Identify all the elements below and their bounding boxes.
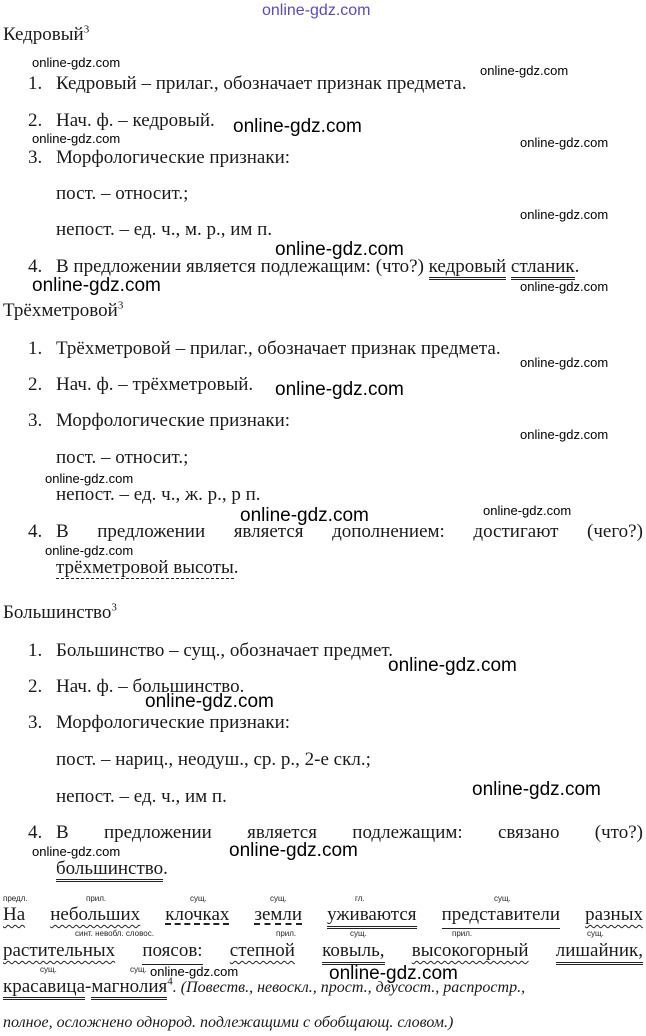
pos-label: прил. xyxy=(276,929,297,938)
constant-features: пост. – относит.; xyxy=(56,447,189,468)
watermark: online-gdz.com xyxy=(45,471,134,486)
syntactic-role: В предложении является подлежащим: связано (что?) xyxy=(56,822,643,843)
watermark: online-gdz.com xyxy=(480,63,569,78)
list-number: 1. xyxy=(28,73,43,94)
list-item: Кедровый – прилаг., обозначает признак предмета. xyxy=(56,73,467,94)
section-heading-1: Кедровый$^3$ xyxy=(3,23,90,45)
watermark: online-gdz.com xyxy=(32,844,121,859)
list-number: 3. xyxy=(28,147,43,168)
list-item: Большинство – сущ., обозначает предмет. xyxy=(56,640,393,661)
watermark: online-gdz.com xyxy=(483,503,572,518)
watermark-top: online-gdz.com xyxy=(262,2,371,19)
watermark: online-gdz.com xyxy=(329,963,458,984)
watermark: online-gdz.com xyxy=(472,779,601,800)
pos-label: сущ. xyxy=(350,929,367,938)
watermark: online-gdz.com xyxy=(32,55,121,70)
watermark: online-gdz.com xyxy=(520,135,609,150)
watermark: online-gdz.com xyxy=(32,275,161,296)
pos-label: сущ. xyxy=(270,894,287,903)
sentence-line-1: На небольших клочках земли уживаются представители разных xyxy=(3,904,643,929)
list-item: Нач. ф. – большинство. xyxy=(56,676,245,697)
pos-label: гл. xyxy=(355,894,365,903)
watermark: online-gdz.com xyxy=(240,505,369,526)
list-number: 4. xyxy=(28,521,43,542)
list-item: Морфологические признаки: xyxy=(56,147,291,168)
syntactic-role: В предложении является подлежащим: (что?) кедровый стланик. xyxy=(56,256,579,278)
syntactic-role: В предложении является дополнением: достигают (чего?) xyxy=(56,521,643,542)
section-heading-3: Большинство$^3$ xyxy=(3,601,117,623)
pos-label: синт. невобл. словос. xyxy=(75,929,154,938)
sentence-line-4: полное, осложнено однород. подлежащими с обобщающ. словом.) xyxy=(3,1014,454,1031)
pos-label: сущ. xyxy=(130,965,147,974)
list-item: Морфологические признаки: xyxy=(56,410,291,431)
pos-label: предл. xyxy=(3,894,28,903)
watermark: online-gdz.com xyxy=(32,131,121,146)
watermark: online-gdz.com xyxy=(233,116,362,137)
watermark: online-gdz.com xyxy=(275,379,404,400)
watermark: online-gdz.com xyxy=(150,964,239,979)
list-number: 1. xyxy=(28,338,43,359)
watermark: online-gdz.com xyxy=(388,655,517,676)
watermark: online-gdz.com xyxy=(520,279,609,294)
list-number: 4. xyxy=(28,256,43,277)
syntactic-role-cont: большинство. xyxy=(56,858,168,880)
list-number: 2. xyxy=(28,110,43,131)
list-number: 2. xyxy=(28,676,43,697)
list-item: Нач. ф. – трёхметровый. xyxy=(56,374,254,395)
watermark: online-gdz.com xyxy=(229,840,358,861)
pos-label: сущ. xyxy=(40,965,57,974)
list-number: 3. xyxy=(28,410,43,431)
pos-label: прил. xyxy=(452,929,473,938)
section-heading-2: Трёхметровой$^3$ xyxy=(3,299,124,321)
pos-label: прил. xyxy=(86,894,107,903)
variable-features: непост. – ед. ч., ж. р., р п. xyxy=(56,484,261,505)
watermark: online-gdz.com xyxy=(520,207,609,222)
watermark: online-gdz.com xyxy=(145,691,274,712)
watermark: online-gdz.com xyxy=(520,355,609,370)
sentence-line-2: растительных поясов: степной ковыль, высокогорный лишайник, xyxy=(3,940,643,965)
list-item: Трёхметровой – прилаг., обозначает признак предмета. xyxy=(56,338,501,359)
list-item: Морфологические признаки: xyxy=(56,712,291,733)
sentence-line-3: красавица-магнолия$^4$. (Повеств., невоскл., прост., двусост., распростр., xyxy=(3,976,525,999)
watermark: online-gdz.com xyxy=(45,543,134,558)
constant-features: пост. – относит.; xyxy=(56,183,189,204)
list-item: Нач. ф. – кедровый. xyxy=(56,110,215,131)
syntactic-role-cont: трёхметровой высоты. xyxy=(56,557,239,578)
constant-features: пост. – нариц., неодуш., ср. р., 2-е скл.; xyxy=(56,749,371,770)
list-number: 3. xyxy=(28,712,43,733)
pos-label: сущ. xyxy=(190,894,207,903)
list-number: 4. xyxy=(28,822,43,843)
watermark: online-gdz.com xyxy=(275,239,404,260)
variable-features: непост. – ед. ч., м. р., им п. xyxy=(56,219,273,240)
watermark: online-gdz.com xyxy=(520,427,609,442)
list-number: 1. xyxy=(28,640,43,661)
list-number: 2. xyxy=(28,374,43,395)
pos-label: сущ. xyxy=(494,894,511,903)
pos-label: сущ. xyxy=(587,929,604,938)
variable-features: непост. – ед. ч., им п. xyxy=(56,786,227,807)
